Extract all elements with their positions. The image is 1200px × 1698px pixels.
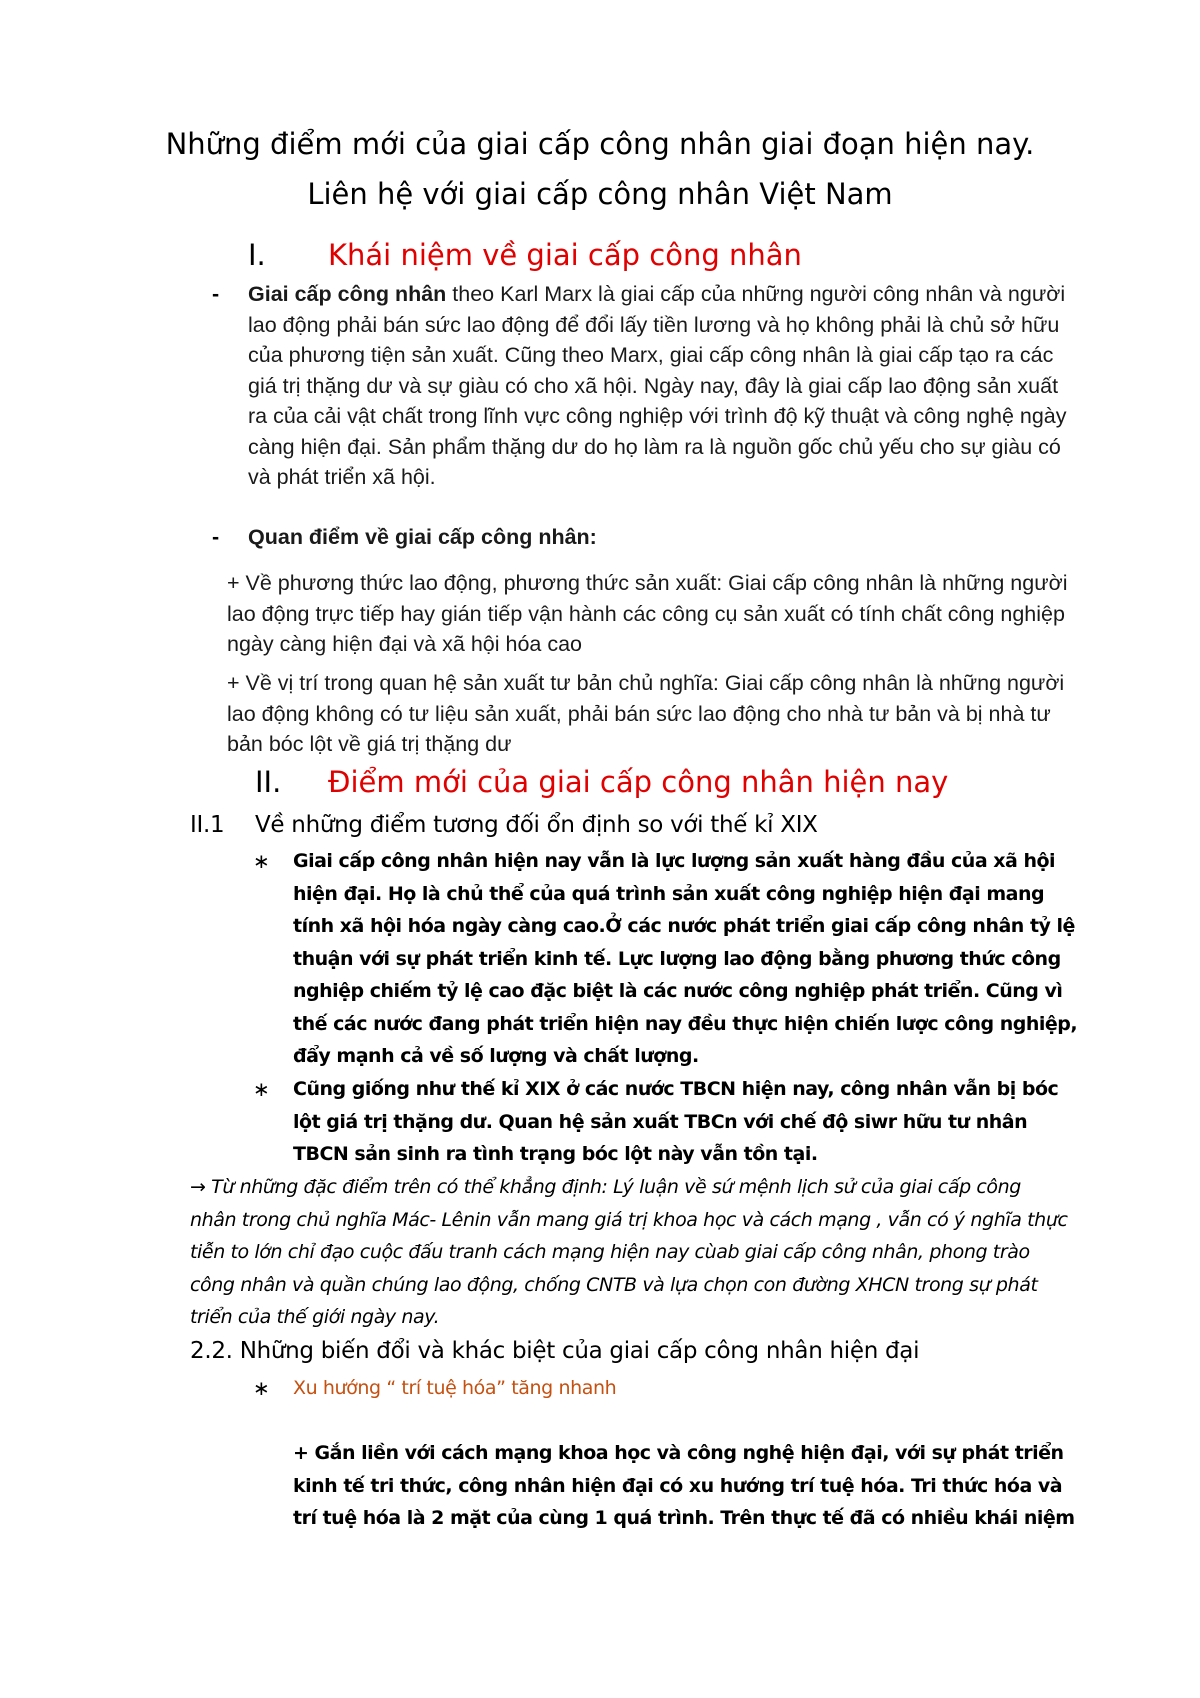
section1-heading: Khái niệm về giai cấp công nhân — [328, 238, 802, 272]
definition-term: Giai cấp công nhân — [248, 282, 447, 306]
stable-point-2: Cũng giống như thế kỉ XIX ở các nước TBCN hiện nay, công nhân vẫn bị bóc lột giá trị thặng dư. Quan hệ sản xuất TBCn với chế độ siwr hữu tư nhân TBCN sản sinh ra tình trạng bóc lột này vẫn tồn tại. — [293, 1078, 1059, 1165]
viewpoint-production-paragraph: + Về phương thức lao động, phương thức sản xuất: Giai cấp công nhân là những người lao động trực tiếp hay gián tiếp vận hành các công cụ sản xuất có tính chất công nghiệp ngày càng hiện đại và xã hội hóa cao — [227, 571, 1068, 656]
viewpoint-heading: Quan điểm về giai cấp công nhân: — [248, 525, 597, 549]
section2-numeral: II. — [255, 765, 282, 799]
intellectualization-paragraph: + Gắn liền với cách mạng khoa học và công nghệ hiện đại, với sự phát triển kinh tế tri thức, công nhân hiện đại có xu hướng trí tuệ hóa. Tri thức hóa và trí tuệ hóa là 2 mặt của cùng 1 quá trình. Trên thực tế đã có nhiều khái niệm — [293, 1442, 1075, 1529]
star-bullet-icon: ∗ — [253, 1376, 270, 1400]
star-bullet-icon: ∗ — [253, 1077, 270, 1101]
conclusion-paragraph: → Từ những đặc điểm trên có thể khẳng định: Lý luận về sứ mệnh lịch sử của giai cấp công nhân trong chủ nghĩa Mác- Lênin vẫn mang giá trị khoa học và cách mạng , vẫn có ý nghĩa thực tiễn to lớn chỉ đạo cuộc đấu tranh cách mạng hiện nay cùab giai cấp công nhân, phong trào công nhân và quần chúng lao động, chống CNTB và lựa chọn con đường XHCN trong sự phát triển của thế giới ngày nay. — [190, 1176, 1068, 1328]
bullet-dash: - — [212, 525, 220, 549]
definition-text: theo Karl Marx là giai cấp của những người công nhân và người lao động phải bán sức lao động để đổi lấy tiền lương và họ không phải là chủ sở hữu của phương tiện sản xuất. Cũng theo Marx, giai cấp công nhân là giai cấp tạo ra các giá trị thặng dư và sự giàu có cho xã hội. Ngày nay, đây là giai cấp lao động sản xuất ra của cải vật chất trong lĩnh vực công nghiệp với trình độ kỹ thuật và công nghệ ngày càng hiện đại. Sản phẩm thặng dư do họ làm ra là nguồn gốc chủ yếu cho sự giàu có và phát triển xã hội. — [248, 282, 1067, 489]
bullet-dash: - — [212, 282, 220, 306]
subsection2-heading: 2.2. Những biến đổi và khác biệt của giai cấp công nhân hiện đại — [190, 1338, 920, 1364]
subsection1-number: II.1 — [190, 812, 225, 838]
section2-heading: Điểm mới của giai cấp công nhân hiện nay — [328, 765, 949, 799]
star-bullet-icon: ∗ — [253, 849, 270, 873]
stable-point-1: Giai cấp công nhân hiện nay vẫn là lực lượng sản xuất hàng đầu của xã hội hiện đại. Họ là chủ thể của quá trình sản xuất công nghiệp hiện đại mang tính xã hội hóa ngày càng cao.Ở các nước phát triển giai cấp công nhân tỷ lệ thuận với sự phát triển kinh tế. Lực lượng lao động bằng phương thức công nghiệp chiếm tỷ lệ cao đặc biệt là các nước công nghiệp phát triển. Cũng vì thế các nước đang phát triển hiện nay đều thực hiện chiến lược công nghiệp, đẩy mạnh cả về số lượng và chất lượng. — [293, 850, 1078, 1067]
viewpoint-position-paragraph: + Về vị trí trong quan hệ sản xuất tư bản chủ nghĩa: Giai cấp công nhân là những người lao động không có tư liệu sản xuất, phải bán sức lao động cho nhà tư bản và bị nhà tư bản bóc lột về giá trị thặng dư — [227, 671, 1065, 756]
section1-numeral: I. — [248, 238, 266, 272]
subsection1-heading: Về những điểm tương đối ổn định so với thế kỉ XIX — [255, 812, 818, 838]
document-title-line1: Những điểm mới của giai cấp công nhân giai đoạn hiện nay. — [165, 127, 1035, 161]
trend-intellectualization: Xu hướng “ trí tuệ hóa” tăng nhanh — [293, 1377, 617, 1399]
document-title-line2: Liên hệ với giai cấp công nhân Việt Nam — [307, 177, 893, 211]
definition-paragraph — [248, 279, 1070, 493]
